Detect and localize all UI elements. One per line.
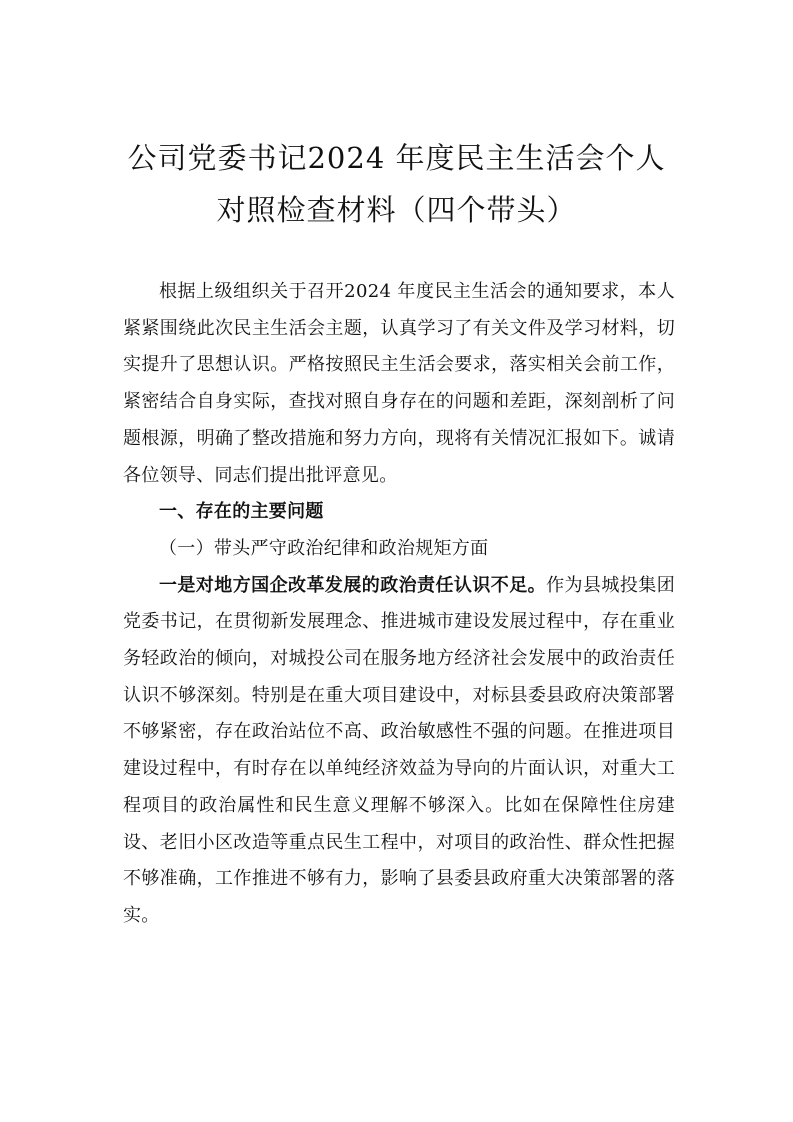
section-heading: 一、存在的主要问题: [159, 501, 324, 523]
point-body: 作为县城投集团党委书记，在贯彻新发展理念、推进城市建设发展过程中，存在重业务轻政治的倾向，对城投公司在服务地方经济社会发展中的政治责任认识不够深刻。特别是在重大项目建设中，对标县委县政府决策部署不够紧密，存在政治站位不高、政治敏感性不强的问题。在推进项目建设过程中，有时存在以单纯经济效益为导向的片面认识，对重大工程项目的政治属性和民生意义理解不够深入。比如在保障性住房建设、老旧小区改造等重点民生工程中，对项目的政治性、群众性把握不够准确，工作推进不够有力，影响了县委县政府重大决策部署的落实。: [123, 574, 675, 926]
point-paragraph: [123, 568, 675, 935]
subsection-heading: （一）带头严守政治纪律和政治规矩方面: [159, 537, 489, 559]
document-body: [123, 274, 675, 935]
point-lead: 一是对地方国企改革发展的政治责任认识不足。: [159, 574, 547, 596]
intro-paragraph: 根据上级组织关于召开2024 年度民主生活会的通知要求，本人紧紧围绕此次民主生活会主题，认真学习了有关文件及学习材料，切实提升了思想认识。严格按照民主生活会要求，落实相关会前工作，紧密结合自身实际，查找对照自身存在的问题和差距，深刻剖析了问题根源，明确了整改措施和努力方向，现将有关情况汇报如下。诚请各位领导、同志们提出批评意见。: [123, 281, 675, 486]
document-title: 公司党委书记2024 年度民主生活会个人对照检查材料（四个带头）: [127, 141, 666, 227]
